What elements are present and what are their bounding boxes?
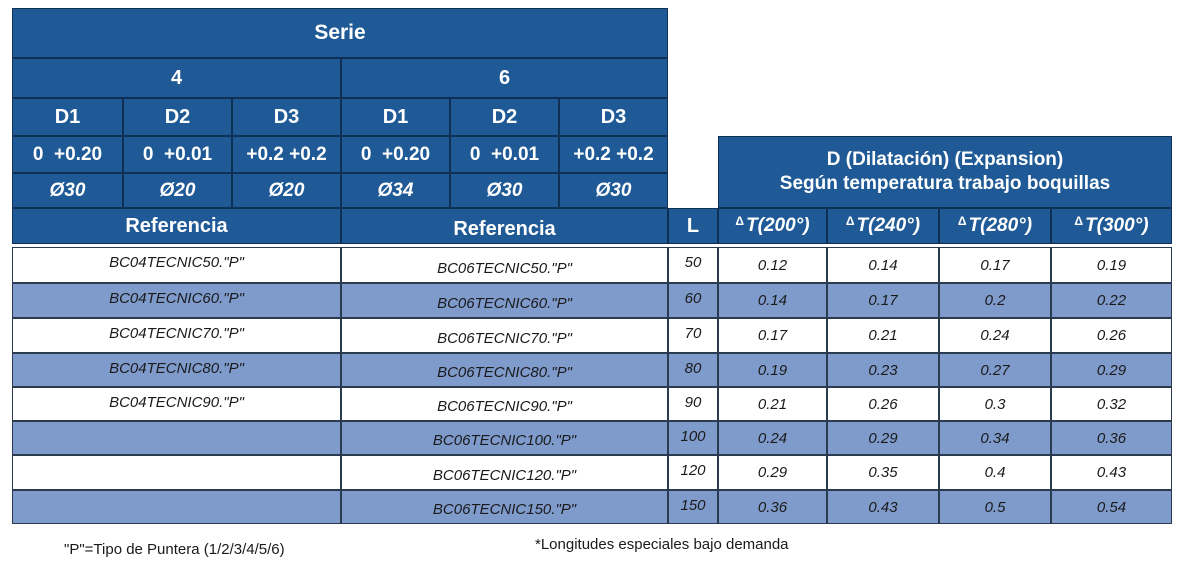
diameter-value: Ø20	[123, 173, 232, 208]
reference-bc04	[12, 455, 341, 490]
reference-bc04: BC04TECNIC70."P"	[12, 318, 341, 353]
length-value: 70	[668, 318, 718, 353]
column-label: D2	[450, 98, 559, 136]
dilatation-value: 0.34	[939, 421, 1051, 455]
temperature-header	[827, 208, 939, 244]
length-value: 60	[668, 283, 718, 318]
diameter-value: Ø30	[450, 173, 559, 208]
dilatation-header-line2: Según temperatura trabajo boquillas	[779, 173, 1111, 194]
reference-bc04	[12, 421, 341, 455]
column-label: D3	[559, 98, 668, 136]
length-value: 50	[668, 247, 718, 283]
dilatation-value: 0.43	[827, 490, 939, 524]
dilatation-value: 0.26	[827, 387, 939, 421]
tolerance-value: 0 +0.01	[450, 136, 559, 173]
dilatation-value: 0.14	[718, 283, 827, 318]
series-value-4: 4	[12, 58, 341, 98]
dilatation-value: 0.2	[939, 283, 1051, 318]
dilatation-value: 0.17	[827, 283, 939, 318]
reference-bc06: BC06TECNIC50."P"	[341, 247, 668, 283]
tolerance-value: 0 +0.20	[341, 136, 450, 173]
delta-symbol: Δ	[845, 214, 855, 228]
dilatation-value: 0.29	[718, 455, 827, 490]
reference-bc06: BC06TECNIC80."P"	[341, 353, 668, 387]
delta-symbol: Δ	[735, 214, 745, 228]
diameter-value: Ø30	[12, 173, 123, 208]
temperature-label: T(240°)	[856, 215, 921, 236]
dilatation-value: 0.36	[718, 490, 827, 524]
dilatation-value: 0.29	[1051, 353, 1172, 387]
dilatation-value: 0.23	[827, 353, 939, 387]
dilatation-value: 0.43	[1051, 455, 1172, 490]
dilatation-value: 0.5	[939, 490, 1051, 524]
reference-bc04	[12, 490, 341, 524]
reference-header-4: Referencia	[12, 208, 341, 244]
dilatation-value: 0.32	[1051, 387, 1172, 421]
diameter-value: Ø34	[341, 173, 450, 208]
dilatation-value: 0.19	[1051, 247, 1172, 283]
reference-bc06: BC06TECNIC70."P"	[341, 318, 668, 353]
footnote-longitudes: *Longitudes especiales bajo demanda	[535, 536, 789, 553]
temperature-label: T(280°)	[968, 215, 1033, 236]
dilatation-value: 0.17	[718, 318, 827, 353]
footnote-puntera: "P"=Tipo de Puntera (1/2/3/4/5/6)	[64, 541, 285, 558]
dilatation-value: 0.54	[1051, 490, 1172, 524]
reference-bc06: BC06TECNIC60."P"	[341, 283, 668, 318]
dilatation-value: 0.22	[1051, 283, 1172, 318]
dilatation-value: 0.12	[718, 247, 827, 283]
reference-bc06: BC06TECNIC120."P"	[341, 455, 668, 490]
dilatation-value: 0.14	[827, 247, 939, 283]
dilatation-value: 0.21	[827, 318, 939, 353]
temperature-header	[939, 208, 1051, 244]
length-value: 90	[668, 387, 718, 421]
series-value-6: 6	[341, 58, 668, 98]
reference-bc04: BC04TECNIC90."P"	[12, 387, 341, 421]
dilatation-value: 0.36	[1051, 421, 1172, 455]
dilatation-value: 0.35	[827, 455, 939, 490]
length-value: 80	[668, 353, 718, 387]
dilatation-value: 0.3	[939, 387, 1051, 421]
column-label: D2	[123, 98, 232, 136]
dilatation-value: 0.29	[827, 421, 939, 455]
tolerance-value: 0 +0.20	[12, 136, 123, 173]
reference-bc06: BC06TECNIC90."P"	[341, 387, 668, 421]
reference-bc04: BC04TECNIC60."P"	[12, 283, 341, 318]
dilatation-value: 0.27	[939, 353, 1051, 387]
length-header: L	[668, 208, 718, 244]
dilatation-value: 0.19	[718, 353, 827, 387]
temperature-header	[718, 208, 827, 244]
length-value: 120	[668, 455, 718, 490]
dilatation-header	[718, 136, 1172, 208]
temperature-label: T(200°)	[746, 215, 810, 236]
diameter-value: Ø30	[559, 173, 668, 208]
dilatation-value: 0.24	[718, 421, 827, 455]
dilatation-value: 0.21	[718, 387, 827, 421]
diameter-value: Ø20	[232, 173, 341, 208]
column-label: D1	[12, 98, 123, 136]
dilatation-value: 0.26	[1051, 318, 1172, 353]
delta-symbol: Δ	[1074, 214, 1084, 228]
reference-bc04: BC04TECNIC50."P"	[12, 247, 341, 283]
temperature-label: T(300°)	[1085, 215, 1149, 236]
length-value: 100	[668, 421, 718, 455]
reference-header-6: Referencia	[341, 208, 668, 244]
dilatation-value: 0.4	[939, 455, 1051, 490]
dilatation-value: 0.24	[939, 318, 1051, 353]
tolerance-value: +0.2 +0.2	[232, 136, 341, 173]
series-header: Serie	[12, 8, 668, 58]
tolerance-value: 0 +0.01	[123, 136, 232, 173]
reference-bc06: BC06TECNIC150."P"	[341, 490, 668, 524]
temperature-header	[1051, 208, 1172, 244]
column-label: D3	[232, 98, 341, 136]
delta-symbol: Δ	[957, 214, 967, 228]
reference-bc04: BC04TECNIC80."P"	[12, 353, 341, 387]
tolerance-value: +0.2 +0.2	[559, 136, 668, 173]
dilatation-header-line1: D (Dilatación) (Expansion)	[826, 149, 1064, 170]
reference-bc06: BC06TECNIC100."P"	[341, 421, 668, 455]
dilatation-value: 0.17	[939, 247, 1051, 283]
column-label: D1	[341, 98, 450, 136]
length-value: 150	[668, 490, 718, 524]
